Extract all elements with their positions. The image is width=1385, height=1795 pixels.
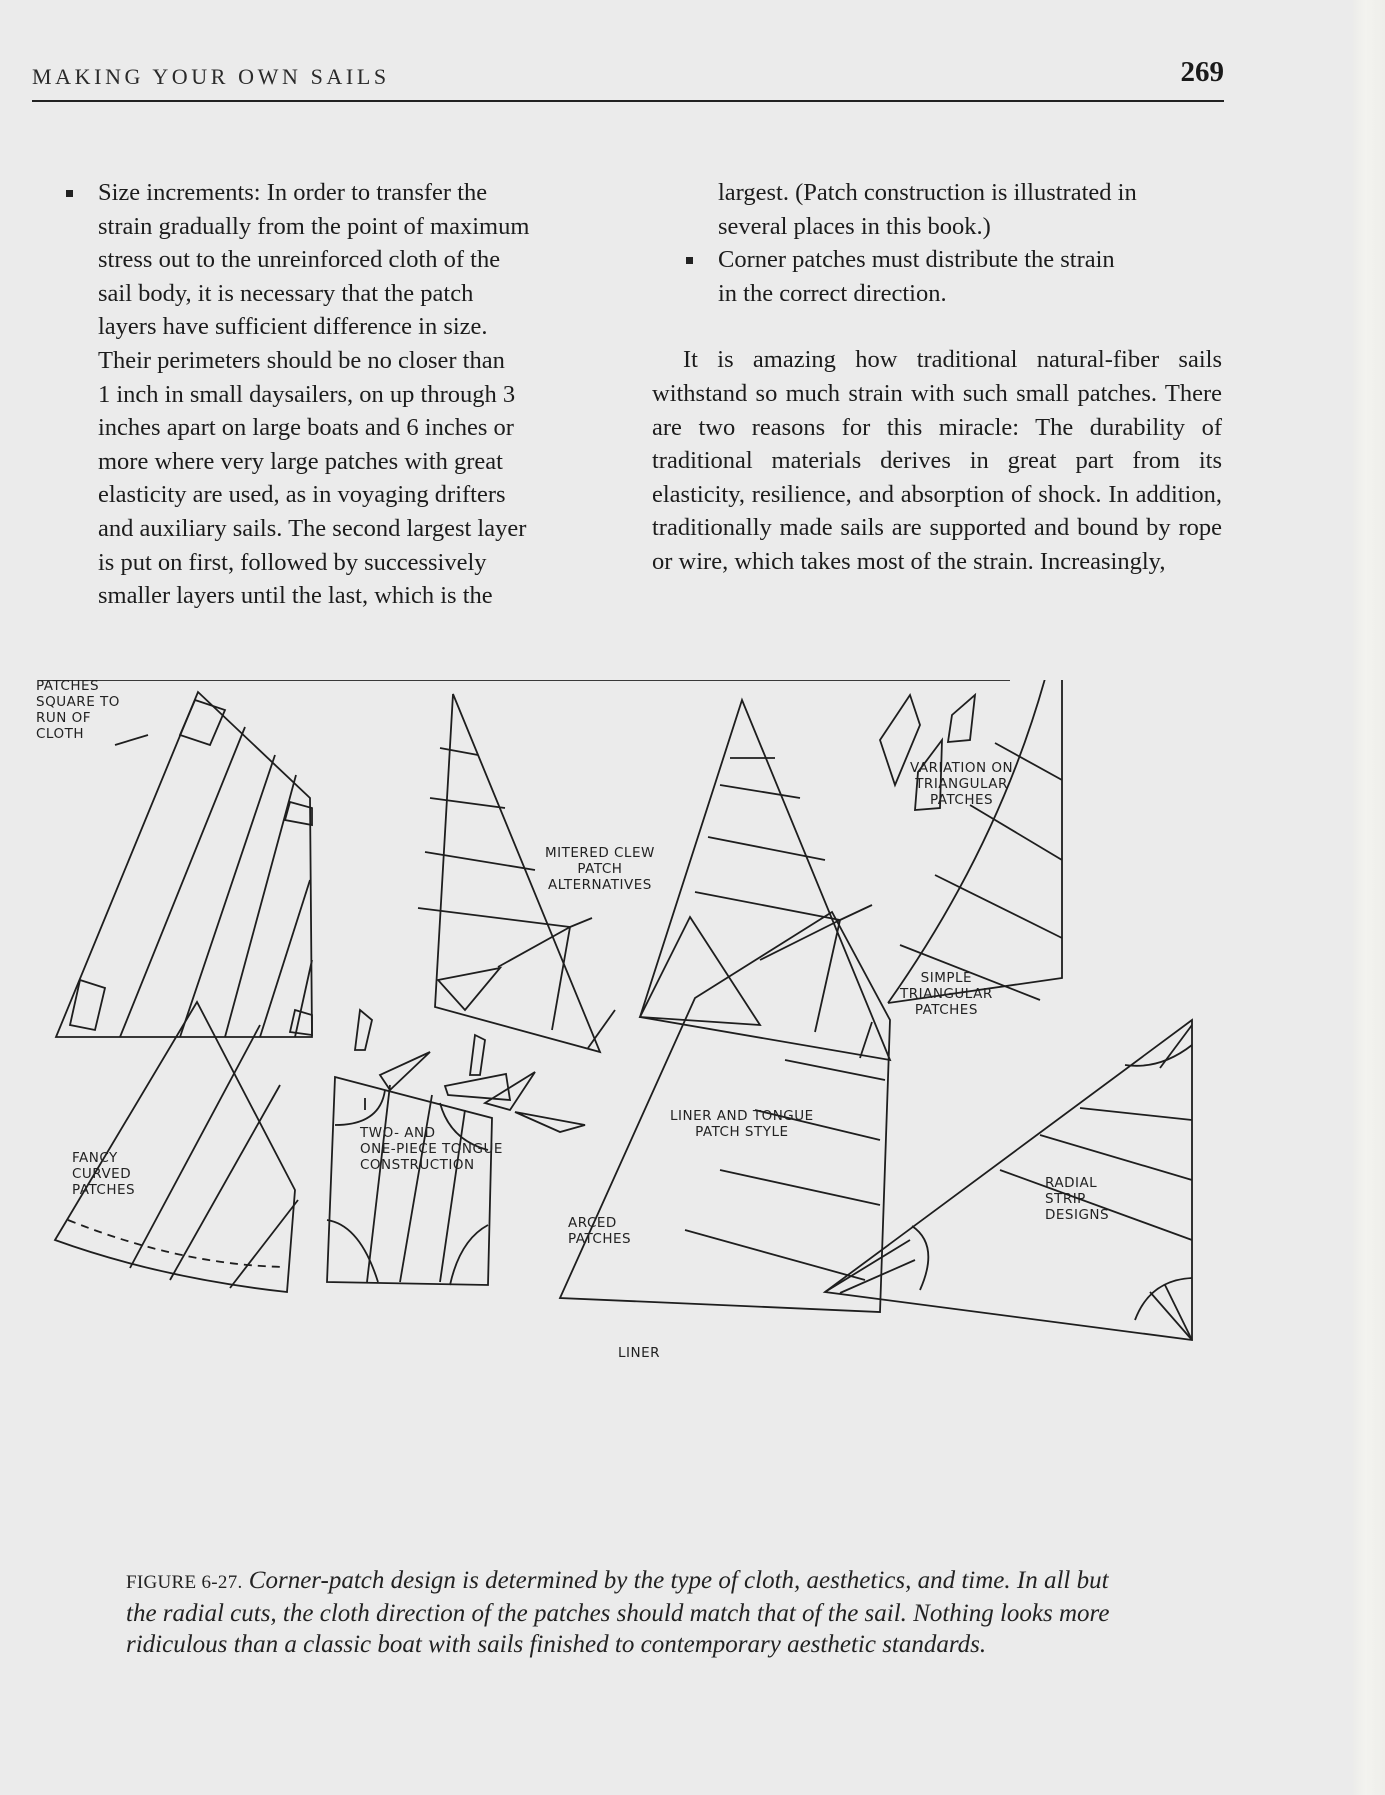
left-column: [62, 176, 602, 613]
label-arced: ARCED PATCHES: [568, 1215, 632, 1247]
running-title: MAKING YOUR OWN SAILS: [32, 64, 390, 89]
text-line: 1 inch in small daysailers, on up through 3: [98, 380, 516, 408]
figure-number: FIGURE 6-27.: [126, 1572, 243, 1593]
figure-caption: [126, 1565, 1126, 1660]
text-line: smaller layers until the last, which is the: [98, 582, 493, 610]
label-liner-tongue: LINER AND TONGUE PATCH STYLE: [670, 1108, 814, 1140]
label-mitered-clew: MITERED CLEW PATCH ALTERNATIVES: [545, 845, 655, 893]
text-line: layers have sufficient difference in size.: [98, 313, 488, 341]
bullet-square-icon: [686, 257, 693, 264]
label-variation-triangular: VARIATION ON TRIANGULAR PATCHES: [910, 760, 1014, 808]
sail-square-patches: [56, 692, 312, 1037]
label-simple-triangular: SIMPLE TRIANGULAR PATCHES: [900, 970, 993, 1018]
sail-diagrams-illustration: [40, 680, 1220, 1550]
text-line: several places in this book.): [718, 212, 991, 240]
text-line: elasticity are used, as in voyaging drifters: [98, 481, 506, 509]
label-fancy-curved: FANCY CURVED PATCHES: [72, 1150, 136, 1198]
label-liner: LINER: [618, 1345, 661, 1361]
sail-arced-patches: [327, 1077, 492, 1285]
text-line: inches apart on large boats and 6 inches or: [98, 414, 514, 442]
text-line: in the correct direction.: [718, 279, 947, 307]
label-patches-square: PATCHES SQUARE TO RUN OF CLOTH: [36, 678, 120, 742]
bullet-corner-patches: [652, 243, 1222, 310]
bullet-square-icon: [66, 190, 73, 197]
right-column: [652, 176, 1222, 579]
page-number: 269: [1180, 56, 1224, 88]
text-line: sail body, it is necessary that the patch: [98, 279, 474, 307]
sail-fancy-curved-patches: [55, 1002, 298, 1292]
text-line: is put on first, followed by successively: [98, 548, 487, 576]
text-line: strain gradually from the point of maximum: [98, 212, 530, 240]
text-line: Their perimeters should be no closer than: [98, 346, 505, 374]
page-header: [32, 56, 1224, 102]
figure-6-27: [36, 678, 1220, 1550]
text-line: largest. (Patch construction is illustrated in: [718, 179, 1137, 206]
caption-text: Corner-patch design is determined by the type of cloth, aesthetics, and time. In all but the radial cuts, the cloth direction of the patches should match that of the sail. Nothing looks more ridiculous than a classic boat with sails finished to contemporary aesthetic standards.: [126, 1567, 1110, 1658]
sail-triangular-patches: [40, 680, 1062, 1003]
text-line: Corner patches must distribute the strain: [718, 246, 1115, 274]
bullet-size-increments: [62, 176, 602, 613]
sail-mitered-clew-2: [640, 700, 890, 1060]
text-line: and auxiliary sails. The second largest layer: [98, 514, 527, 542]
page-edge: [1353, 0, 1385, 1795]
label-radial-strip: RADIAL STRIP DESIGNS: [1045, 1175, 1110, 1223]
text-line: Size increments: In order to transfer the: [98, 179, 488, 206]
sail-mitered-clew-1: [355, 694, 615, 1132]
text-line: more where very large patches with great: [98, 447, 503, 475]
body-paragraph: It is amazing how traditional natural-fiber sails withstand so much strain with such small patches. There are two reasons for this miracle: The durability of traditional materials derives in great part from its elasticity, resilience, and absorption of shock. In addition, traditionally made sails are supported and bound by rope or wire, which takes most of the strain. Increasingly,: [652, 346, 1222, 575]
bullet-continuation: [652, 176, 1222, 243]
label-two-one-piece-tongue: TWO- AND ONE-PIECE TONGUE CONSTRUCTION: [360, 1125, 503, 1173]
text-line: stress out to the unreinforced cloth of the: [98, 246, 501, 274]
